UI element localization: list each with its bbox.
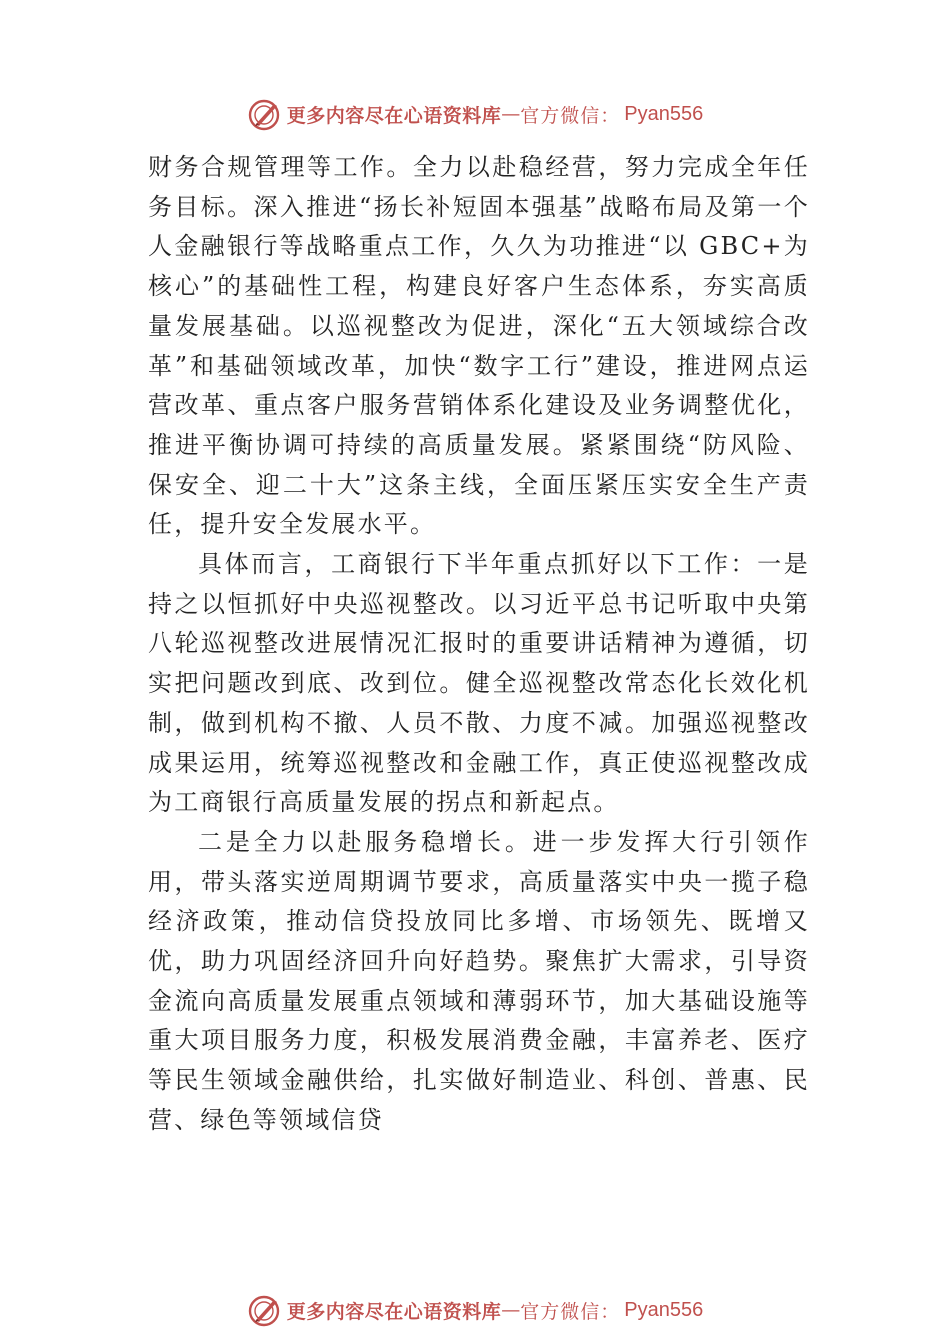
watermark-dash: — (501, 1299, 521, 1321)
document-body (148, 148, 810, 1141)
paragraph-specific-work: 具体而言，工商银行下半年重点抓好以下工作：一是持之以恒抓好中央巡视整改。以习近平总书记听取中央第八轮巡视整改进展情况汇报时的重要讲话精神为遵循，切实把问题改到底、改到位。健全巡视整改常态化长效化机制，做到机构不撤、人员不散、力度不减。加强巡视整改成果运用，统筹巡视整改和金融工作，真正使巡视整改成为工商银行高质量发展的拐点和新起点。 (148, 550, 810, 817)
watermark-account: Pyan556 (624, 102, 704, 125)
pen-seal-logo-icon (247, 97, 281, 131)
watermark-site-text: 更多内容尽在心语资料库 (286, 104, 502, 127)
watermark-account: Pyan556 (624, 1298, 704, 1321)
watermark-label: 官方微信： (520, 1300, 621, 1323)
footer-watermark (0, 1290, 950, 1330)
paragraph-continued: 财务合规管理等工作。全力以赴稳经营，努力完成全年任务目标。深入推进“扬长补短固本强基”战略布局及第一个人金融银行等战略重点工作，久久为功推进“以 GBC+为核心”的基础性工程，构建良好客户生态体系，夯实高质量发展基础。以巡视整改为促进，深化“五大领域综合改革”和基础领域改革，加快“数字工行”建设，推进网点运营改革、重点客户服务营销体系化建设及业务调整优化，推进平衡协调可持续的高质量发展。紧紧围绕“防风险、保安全、迎二十大”这条主线，全面压紧压实安全生产责任，提升安全发展水平。 (148, 153, 810, 539)
paragraph-stable-growth: 二是全力以赴服务稳增长。进一步发挥大行引领作用，带头落实逆周期调节要求，高质量落实中央一揽子稳经济政策，推动信贷投放同比多增、市场领先、既增又优，助力巩固经济回升向好趋势。聚焦扩大需求，引导资金流向高质量发展重点领域和薄弱环节，加大基础设施等重大项目服务力度，积极发展消费金融，丰富养老、医疗等民生领域金融供给，扎实做好制造业、科创、普惠、民营、绿色等领域信贷 (148, 827, 810, 1134)
watermark-label: 官方微信： (520, 104, 621, 127)
pen-seal-logo-icon (247, 1293, 281, 1327)
watermark-dash: — (501, 103, 521, 125)
header-watermark (0, 94, 950, 134)
watermark-site-text: 更多内容尽在心语资料库 (286, 1300, 502, 1323)
